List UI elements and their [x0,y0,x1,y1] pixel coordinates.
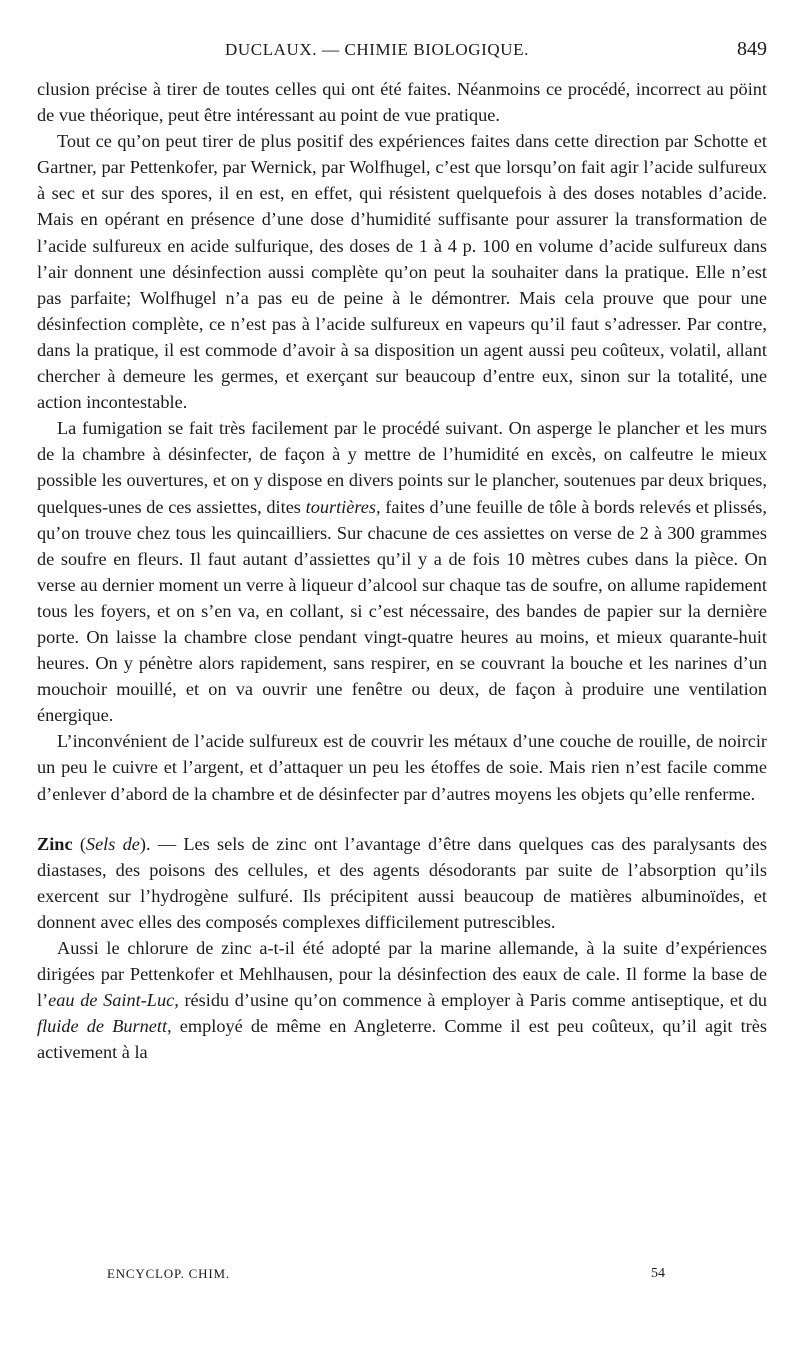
paragraph-6-seg-5: employé de même en Angleterre. Comme il est peu coûteux, qu’il agit très activement à la [37,1016,767,1063]
paragraph-4-text: L’inconvénient de l’acide sulfureux est de couvrir les métaux d’une couche de rouille, de noircir un peu le cuivre et l’argent, et d’attaquer un peu les étoffes de soie. Mais rien n’est facile comme d’enlever d’abord de la chambre et de désinfecter par d’autres moyens les objets qu’elle renferme. [37,731,767,804]
page-header [37,38,767,68]
paragraph-4 [37,728,767,806]
paragraph-6-seg-1: Aussi le chlorure de zinc a-t-il été adopté par la marine allemande, à la suite d’expériences dirigées par Pettenkofer et Mehlhausen, pour la désinfection des eaux de cale. Il forme la base de l’ [37,938,767,1011]
body-text [37,76,767,1065]
section-gap [37,807,767,831]
paragraph-3-seg-1: La fumigation se fait très facilement par le procédé suivant. On asperge le plancher et les murs de la chambre à désinfecter, de façon à y mettre de l’humidité en excès, on calfeutre le mieux possible les ouvertures, et on y dispose en divers points sur le plancher, soutenues par deux briques, quelques-unes de ces assiettes, dites [37,418,767,517]
paragraph-2 [37,128,767,415]
footer-sheet-number: 54 [651,1266,665,1281]
paragraph-5-seg-3-italic: Sels de [85,833,140,854]
paragraph-1-text: clusion précise à tirer de toutes celles qui ont été faites. Néanmoins ce procédé, incorrect au pöint de vue théorique, peut être intéressant au point de vue pratique. [37,79,767,126]
paragraph-3-seg-2-italic: tourtières, [305,496,381,517]
footer-signature: ENCYCLOP. CHIM. [107,1266,230,1281]
page-number: 849 [737,38,767,60]
paragraph-2-text: Tout ce qu’on peut tirer de plus positif des expériences faites dans cette direction par Schotte et Gartner, par Pettenkofer, par Wernick, par Wolfhugel, c’est que lorsqu’on fait agir l’acide sulfureux à sec et sur des spores, il en est, en effet, qui résistent quelquefois à des doses notables d’acide. Mais en opérant en présence d’une dose d’humidité suffisante pour assurer la transformation de l’acide sulfureux en acide sulfurique, des doses de 1 à 4 p. 100 en volume d’acide sulfureux dans l’air donnent une désinfection aussi complète qu’on peut la souhaiter dans la pratique. Elle n’est pas parfaite; Wolfhugel n’a pas eu de peine à le démontrer. Mais cela prouve que pour une désinfection complète, ce n’est pas à l’acide sulfureux en vapeurs qu’il faut s’adresser. Par contre, dans la pratique, il est commode d’avoir à sa disposition un agent aussi peu coûteux, volatil, allant chercher à demeure les germes, et exerçant sur beaucoup d’entre eux, sinon sur la totalité, une action incontestable. [37,131,767,413]
paragraph-3-seg-3: faites d’une feuille de tôle à bords relevés et plissés, qu’on trouve chez tous les quincailliers. Sur chacune de ces assiettes on verse de 2 à 300 grammes de soufre en fleurs. Il faut autant d’assiettes qu’il y a de fois 10 mètres cubes dans la pièce. On verse au dernier moment un verre à liqueur d’alcool sur chaque tas de soufre, on allume rapidement tous les foyers, et on s’en va, en collant, si c’est nécessaire, des bandes de papier sur la dernière porte. On laisse la chambre close pendant vingt-quatre heures au moins, et mieux quarante-huit heures. On y pénètre alors rapidement, sans respirer, en se couvrant la bouche et les narines d’un mouchoir mouillé, et on va ouvrir une fenêtre ou deux, de façon à produire une ventilation énergique. [37,496,767,726]
paragraph-3 [37,415,767,728]
paragraph-6 [37,935,767,1065]
paragraph-5-zinc [37,831,767,935]
running-head: DUCLAUX. — CHIMIE BIOLOGIQUE. [225,40,530,59]
paragraph-5-seg-2: ( [72,833,86,854]
paragraph-6-seg-3: résidu d’usine qu’on commence à employer à Paris comme antiseptique, et du [178,990,767,1011]
paragraph-5-seg-4: ). — Les sels de zinc ont l’avantage d’être dans quelques cas des paralysants des diastases, des poisons des cellules, et des agents désodorants par suite de l’absorption qu’ils exercent sur l’hydrogène sulfuré. Ils précipitent aussi beaucoup de matières albuminoïdes, et donnent avec elles des composés complexes difficilement putrescibles. [37,833,767,932]
paragraph-6-seg-2-italic: eau de Saint-Luc, [48,990,179,1011]
paragraph-6-seg-4-italic: fluide de Burnett, [37,1016,172,1037]
section-title-zinc: Zinc [37,833,73,854]
paragraph-1 [37,76,767,128]
page-footer [37,1266,767,1286]
